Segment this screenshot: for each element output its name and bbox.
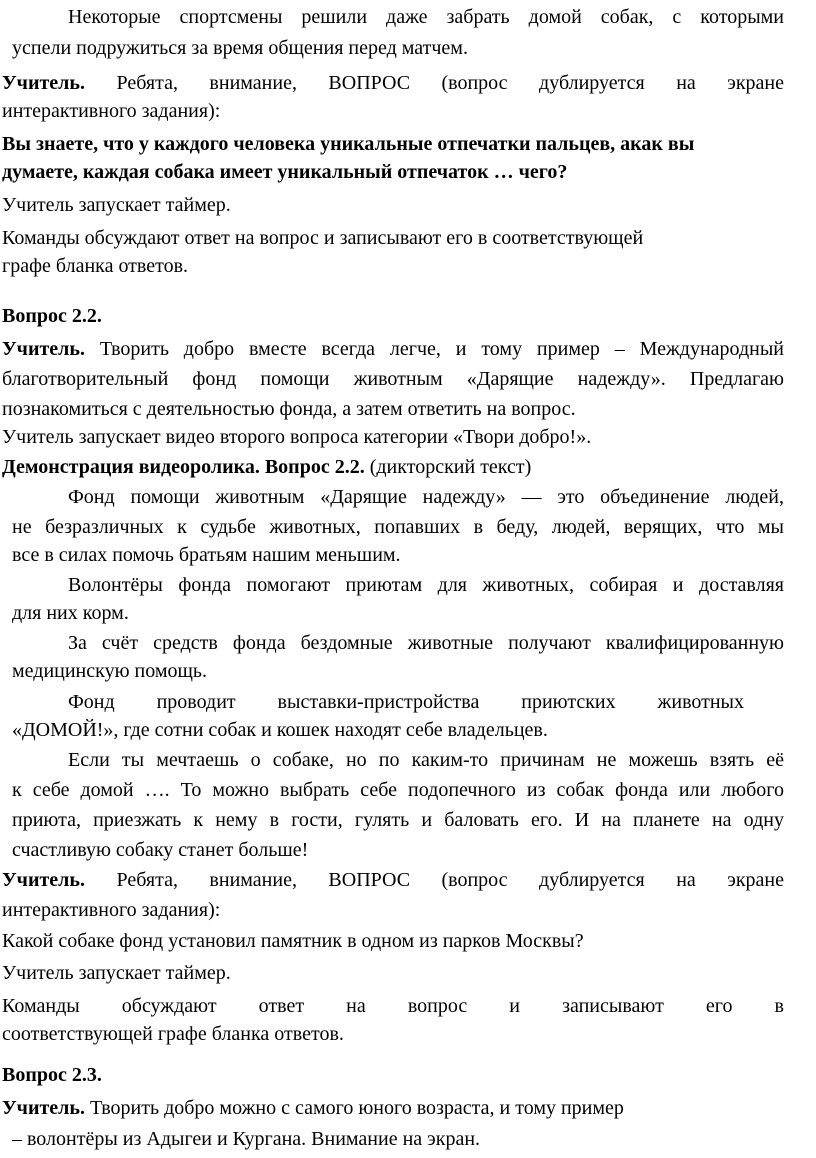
narration-p5-line-3: приюта, приезжать к нему в гости, гулять и баловать его. И на планете на одну: [12, 809, 784, 831]
sec22-teacher-text: Творить добро вместе всегда легче, и тому пример – Международный: [99, 338, 784, 360]
demo-note: (дикторский текст): [364, 456, 532, 478]
narration-p1-line-2: не безразличных к судьбе животных, попавших в беду, людей, верящих, что мы: [12, 516, 784, 538]
q1-timer-text: Учитель запускает таймер.: [2, 194, 231, 216]
narration-p1-line-3: все в силах помочь братьям нашим меньшим.: [12, 544, 401, 566]
q1-teams-line-2: графе бланка ответов.: [2, 255, 189, 277]
q1-ask-text: Ребята, внимание, ВОПРОС (вопрос дублируется на экране: [116, 72, 784, 94]
q2-ask-text: Ребята, внимание, ВОПРОС (вопрос дублируется на экране: [116, 869, 784, 891]
q2-timer-text: Учитель запускает таймер.: [2, 962, 231, 984]
intro-line-1: Некоторые спортсмены решили даже забрать домой собак, с которыми: [68, 6, 784, 28]
sec22-teacher-line-1: [2, 336, 784, 362]
q2-question-text: Какой собаке фонд установил памятник в одном из парков Москвы?: [2, 930, 584, 952]
sec22-video-text: Учитель запускает видео второго вопроса категории «Твори добро!».: [2, 426, 592, 448]
q1-ask-line-2: интерактивного задания):: [2, 100, 221, 122]
sec23-teacher-text: Творить добро можно с самого юного возраста, и тому пример: [89, 1097, 624, 1119]
teacher-label: Учитель.: [2, 338, 85, 360]
q2-teams-line-1: Команды обсуждают ответ на вопрос и записывают его в: [2, 995, 784, 1017]
narration-p1-line-1: Фонд помощи животным «Дарящие надежду» — это объединение людей,: [68, 486, 784, 508]
narration-p5-line-1: Если ты мечтаешь о собаке, но по каким-то причинам не можешь взять её: [68, 749, 784, 771]
narration-p5-line-4: счастливую собаку станет больше!: [12, 839, 309, 861]
q1-question-line-2: думаете, каждая собака имеет уникальный отпечаток … чего?: [2, 161, 568, 183]
demo-heading: Демонстрация видеоролика. Вопрос 2.2.: [2, 456, 365, 478]
q2-teams-line-2: соответствующей графе бланка ответов.: [2, 1023, 344, 1045]
q1-question-line-1: Вы знаете, что у каждого человека уникальные отпечатки пальцев, акак вы: [2, 133, 695, 155]
teacher-label: Учитель.: [2, 72, 85, 94]
sec23-teacher-line-2: – волонтёры из Адыгеи и Кургана. Внимание на экран.: [12, 1128, 481, 1150]
narration-p4-line-1: Фонд проводит выставки-пристройства приютских животных: [68, 691, 744, 713]
narration-p5-line-2: к себе домой …. То можно выбрать себе подопечного из собак фонда или любого: [12, 779, 784, 801]
q1-teacher-line-1: [2, 70, 784, 96]
sec22-teacher-line-2: благотворительный фонд помощи животным «Дарящие надежду». Предлагаю: [2, 368, 784, 390]
q1-teams-line-1: Команды обсуждают ответ на вопрос и записывают его в соответствующей: [2, 227, 644, 249]
section-2-2-heading: Вопрос 2.2.: [2, 305, 102, 327]
q2-teacher-line-1: [2, 867, 784, 893]
narration-p3-line-2: медицинскую помощь.: [12, 660, 208, 682]
narration-p3-line-1: За счёт средств фонда бездомные животные получают квалифицированную: [68, 632, 784, 654]
narration-p4-line-2: «ДОМОЙ!», где сотни собак и кошек находят себе владельцев.: [12, 719, 548, 741]
section-2-3-heading: Вопрос 2.3.: [2, 1064, 102, 1086]
teacher-label: Учитель.: [2, 869, 85, 891]
sec22-demo-line: [2, 454, 531, 480]
teacher-label: Учитель.: [2, 1097, 85, 1119]
narration-p2-line-2: для них корм.: [12, 602, 129, 624]
sec23-teacher-line-1: [2, 1095, 624, 1121]
narration-p2-line-1: Волонтёры фонда помогают приютам для животных, собирая и доставляя: [68, 574, 784, 596]
sec22-teacher-line-3: познакомиться с деятельностью фонда, а затем ответить на вопрос.: [2, 398, 576, 420]
q2-ask-line-2: интерактивного задания):: [2, 899, 221, 921]
intro-line-2: успели подружиться за время общения перед матчем.: [12, 37, 468, 59]
